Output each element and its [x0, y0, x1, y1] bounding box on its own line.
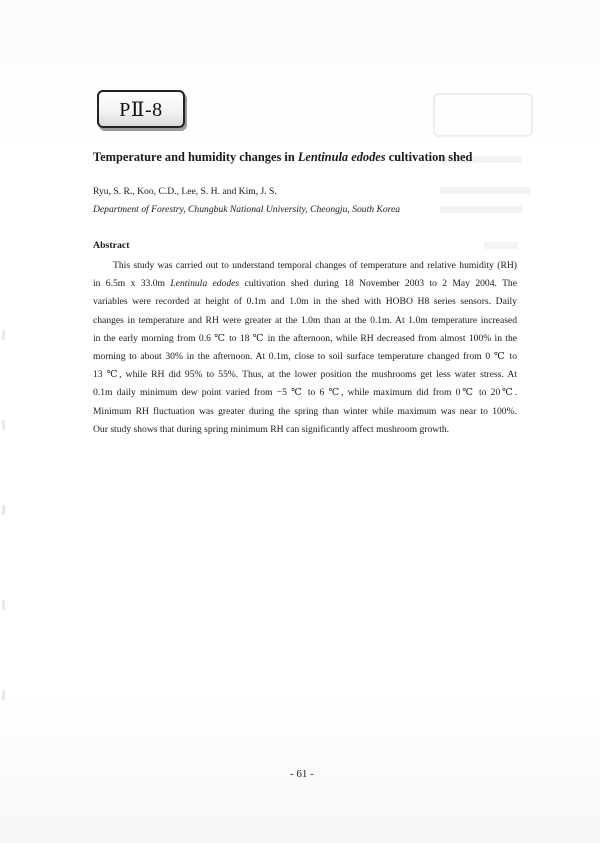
title-suffix: cultivation shed: [385, 150, 473, 164]
author-affiliation: Department of Forestry, Chungbuk National University, Cheongju, South Korea: [93, 204, 401, 215]
bleed-through-mark: [440, 206, 522, 213]
abstract-text: in 6.5m x 33.0m: [93, 278, 171, 290]
page-number: - 61 -: [290, 768, 314, 780]
abstract-species: Lentinula edodes: [170, 278, 240, 290]
paper-title: [93, 150, 533, 165]
abstract-line: 0.1m daily minimum dew point varied from −5 ℃ to 6 ℃, while maximum did from 0℃ to 20℃.: [93, 387, 517, 399]
author-list: Ryu, S. R., Koo, C.D., Lee, S. H. and Kim, J. S.: [93, 186, 277, 197]
binding-mark: [2, 690, 5, 700]
abstract-line: Minimum RH fluctuation was greater during the spring than winter while maximum was near to 100%.: [93, 405, 517, 417]
bleed-through-mark: [433, 93, 533, 137]
abstract-line: variables were recorded at height of 0.1m and 1.0m in the shed with HOBO H8 series sensors. Daily: [93, 296, 517, 308]
abstract-line: morning to about 30% in the afternoon. At 0.1m, close to soil surface temperature changed from 0 ℃ to: [93, 351, 517, 363]
abstract-heading: Abstract: [93, 240, 130, 251]
binding-mark: [2, 600, 5, 610]
abstract-body: [93, 257, 517, 439]
binding-mark: [2, 330, 5, 340]
title-prefix: Temperature and humidity changes in: [93, 150, 298, 164]
abstract-line: changes in temperature and RH were greater at the 1.0m than at the 0.1m. At 1.0m temperature increased: [93, 314, 517, 326]
abstract-line: 13 ℃, while RH did 95% to 55%. Thus, at the lower position the mushrooms get less water stress. At: [93, 369, 517, 381]
bleed-through-mark: [440, 187, 530, 194]
abstract-text: cultivation shed during 18 November 2003 to 2 May 2004. The: [239, 278, 517, 290]
abstract-line: This study was carried out to understand temporal changes of temperature and relative humidity (RH): [113, 260, 517, 271]
abstract-line: Our study shows that during spring minimum RH can significantly affect mushroom growth.: [93, 423, 450, 435]
session-code: PⅡ-8: [119, 98, 163, 121]
title-species: Lentinula edodes: [297, 150, 386, 164]
binding-mark: [2, 505, 5, 515]
abstract-line: [93, 275, 517, 293]
bleed-through-mark: [484, 242, 518, 249]
binding-mark: [2, 420, 5, 430]
session-code-badge: [97, 90, 185, 128]
abstract-line: in the early morning from 0.6 ℃ to 18 ℃ in the afternoon, while RH decreased from almost 100% in the: [93, 332, 517, 344]
